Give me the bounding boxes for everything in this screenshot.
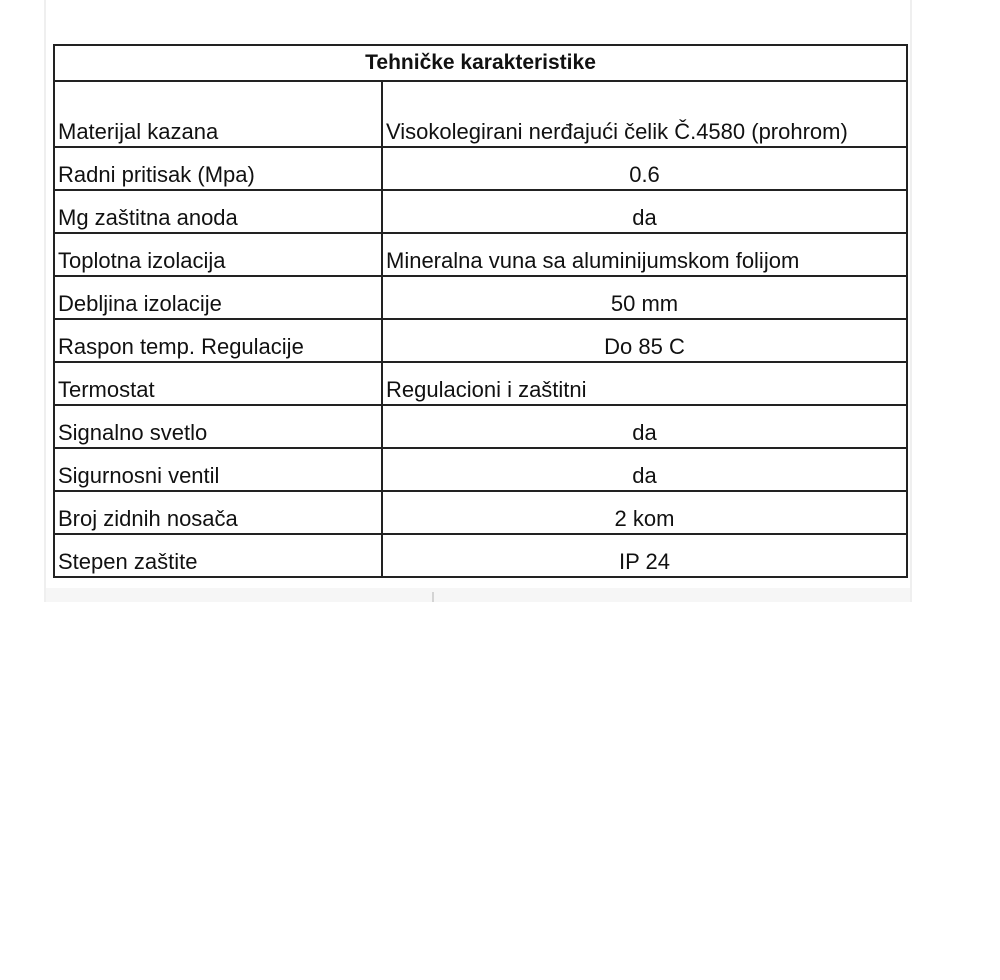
row-value: 2 kom xyxy=(382,491,907,534)
row-label: Debljina izolacije xyxy=(54,276,382,319)
table-row xyxy=(54,147,907,190)
row-value: da xyxy=(382,448,907,491)
row-value: IP 24 xyxy=(382,534,907,577)
panel-footer-strip xyxy=(46,588,910,602)
panel-border-right xyxy=(910,0,912,602)
row-value: Visokolegirani nerđajući čelik Č.4580 (prohrom) xyxy=(382,81,907,147)
row-value: 0.6 xyxy=(382,147,907,190)
row-label: Materijal kazana xyxy=(54,81,382,147)
table-row xyxy=(54,276,907,319)
row-value: 50 mm xyxy=(382,276,907,319)
table-title: Tehničke karakteristike xyxy=(54,45,907,81)
table-row xyxy=(54,362,907,405)
row-value: Mineralna vuna sa aluminijumskom folijom xyxy=(382,233,907,276)
row-label: Signalno svetlo xyxy=(54,405,382,448)
table-row xyxy=(54,190,907,233)
table-row xyxy=(54,81,907,147)
row-label: Broj zidnih nosača xyxy=(54,491,382,534)
row-label: Radni pritisak (Mpa) xyxy=(54,147,382,190)
row-value: da xyxy=(382,190,907,233)
table-header-row xyxy=(54,45,907,81)
table-row xyxy=(54,319,907,362)
table-row xyxy=(54,448,907,491)
row-label: Raspon temp. Regulacije xyxy=(54,319,382,362)
row-label: Termostat xyxy=(54,362,382,405)
table-row xyxy=(54,405,907,448)
row-label: Mg zaštitna anoda xyxy=(54,190,382,233)
table-row xyxy=(54,233,907,276)
row-label: Sigurnosni ventil xyxy=(54,448,382,491)
row-value: Regulacioni i zaštitni xyxy=(382,362,907,405)
row-label: Toplotna izolacija xyxy=(54,233,382,276)
panel-border-left xyxy=(44,0,46,602)
row-value: Do 85 C xyxy=(382,319,907,362)
row-value: da xyxy=(382,405,907,448)
table-row xyxy=(54,534,907,577)
footer-tick-mark xyxy=(432,592,434,602)
row-label: Stepen zaštite xyxy=(54,534,382,577)
table-row xyxy=(54,491,907,534)
specifications-table xyxy=(53,44,908,578)
